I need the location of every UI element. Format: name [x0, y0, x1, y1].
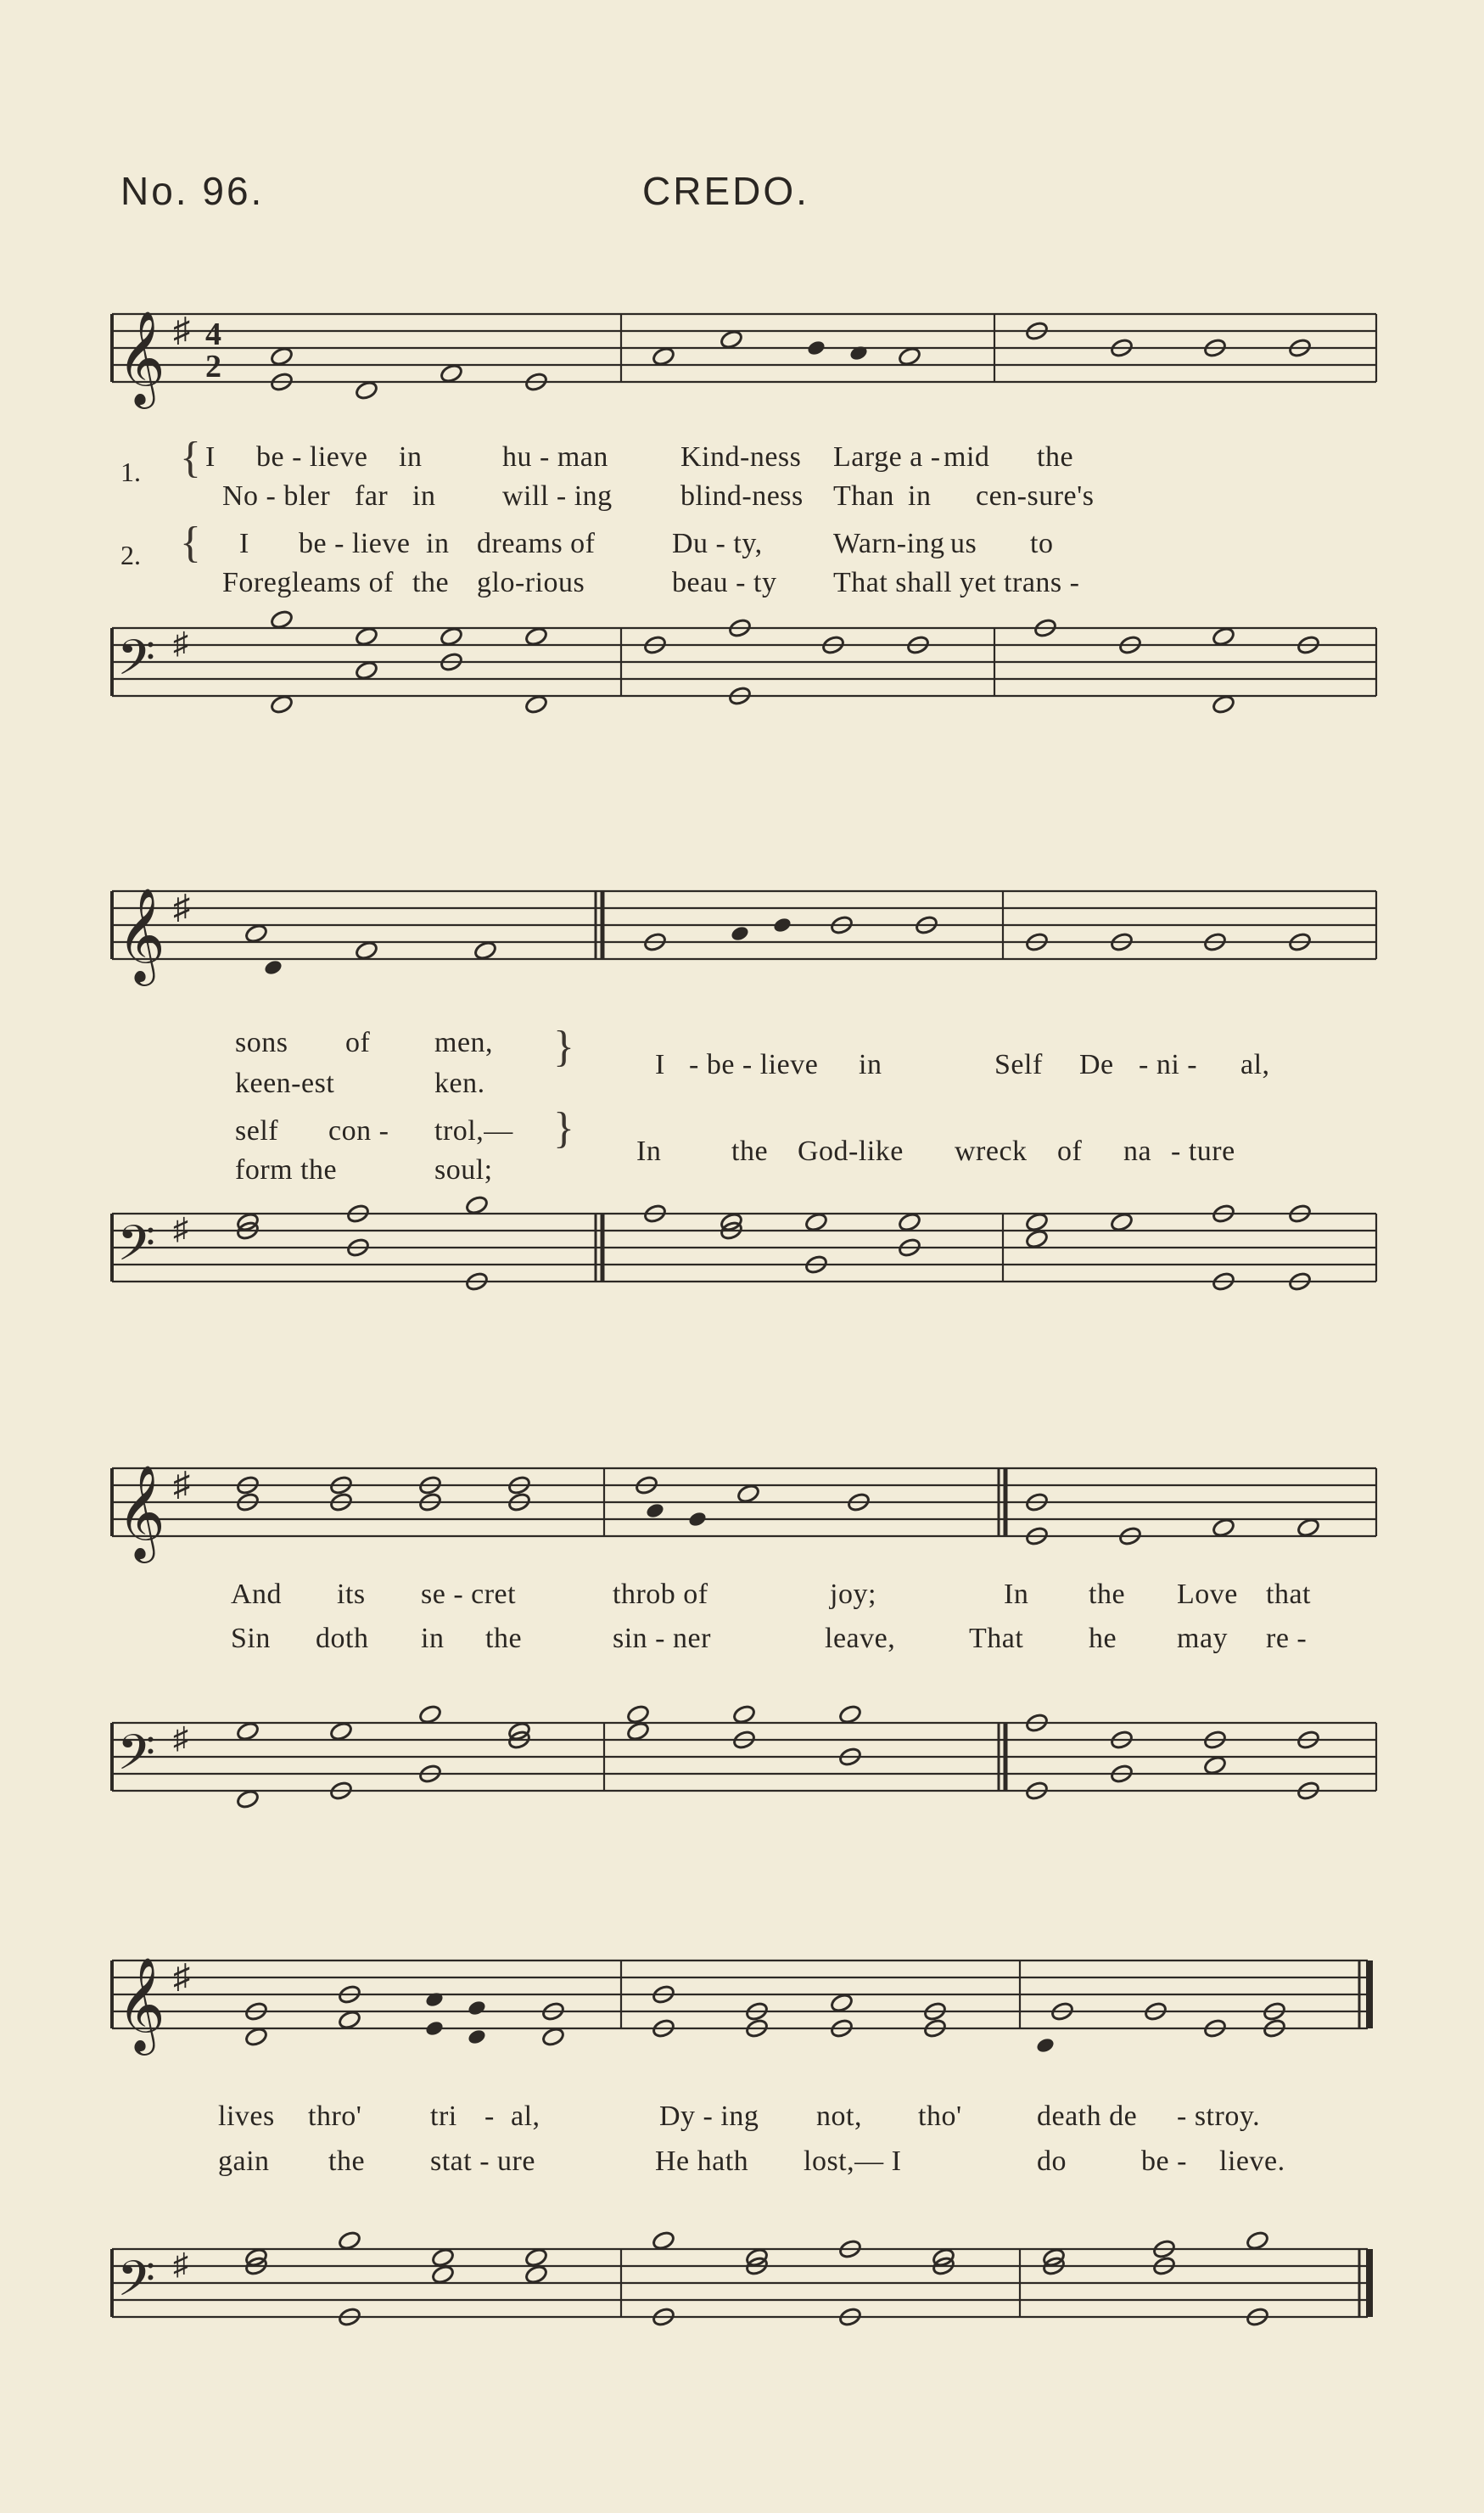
sharp-icon: ♯	[173, 1957, 190, 1995]
bass-staff-1	[112, 620, 1378, 738]
hymn-number: No. 96.	[120, 169, 265, 213]
sharp-icon: ♯	[173, 1721, 188, 1755]
sharp-icon: ♯	[173, 1465, 190, 1503]
treble-clef-icon: 𝄞	[117, 312, 165, 403]
treble-clef-icon: 𝄞	[117, 1467, 165, 1557]
treble-staff-1	[112, 297, 1378, 407]
verse-number-1: 1.	[120, 457, 141, 487]
hymn-title: CREDO.	[642, 169, 809, 213]
sharp-icon: ♯	[173, 888, 190, 926]
sharp-icon: ♯	[173, 311, 190, 349]
bass-clef-icon: 𝄢	[117, 632, 156, 698]
verse-1-bracket: }	[553, 1023, 574, 1071]
verse-2-bracket: {	[180, 519, 201, 567]
bass-staff-3	[112, 1714, 1378, 1833]
music-system-4: 𝄞 ♯ lives thro' tri - al, Dy - ing not, tho' death de - stroy. gain the stat - ure He hath lost,— I do be - lieve. 𝄢 ♯	[112, 1927, 1378, 2351]
bass-clef-icon: 𝄢	[117, 1218, 156, 1283]
verse-number-2: 2.	[120, 540, 141, 570]
treble-staff-4	[112, 1944, 1378, 2054]
time-signature-top: 4	[205, 317, 221, 352]
treble-staff-2	[112, 874, 1378, 984]
bass-staff-4	[112, 2241, 1378, 2359]
sharp-icon: ♯	[173, 1212, 188, 1246]
verse-2-bracket: }	[553, 1104, 574, 1153]
music-system-1: 𝄞 ♯ 4 2 1. 2. { { I be - lieve in hu - man Kind-ness Large a - mid the No - bler far in will - ing blind-ness Than in cen-sure's I be - lieve in dreams of Du - ty, Warn-ing us to Foregleams of the glo-rious beau - ty That shall yet trans - 𝄢 ♯	[112, 280, 1378, 738]
time-signature-bottom: 2	[205, 349, 221, 384]
treble-clef-icon: 𝄞	[117, 1959, 165, 2050]
music-system-2: 𝄞 ♯ } } sons of men, keen-est ken. I - be - lieve in Self De - ni - al, self con - trol,— form the soul; In the God-like wreck of na - ture 𝄢 ♯	[112, 857, 1378, 1315]
bass-staff-2	[112, 1205, 1378, 1324]
music-system-3: 𝄞 ♯ And its se - cret throb of joy; In the Love that Sin doth in the sin - ner leave, That he may re - 𝄢 ♯	[112, 1434, 1378, 1859]
sharp-icon: ♯	[173, 2247, 188, 2281]
sharp-icon: ♯	[173, 626, 188, 660]
bass-clef-icon: 𝄢	[117, 2253, 156, 2319]
verse-1-bracket: {	[180, 434, 201, 482]
bass-clef-icon: 𝄢	[117, 1727, 156, 1792]
treble-clef-icon: 𝄞	[117, 889, 165, 980]
treble-staff-3	[112, 1451, 1378, 1562]
